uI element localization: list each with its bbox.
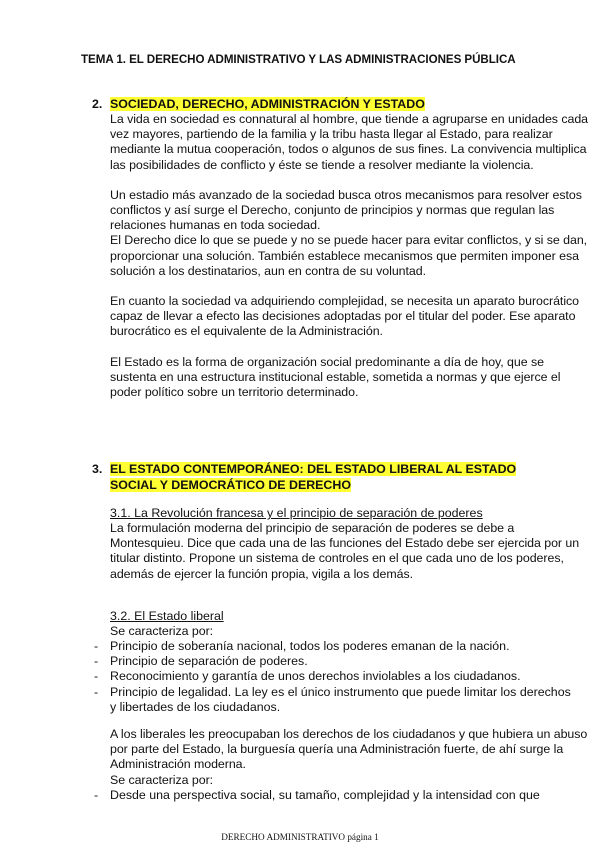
section-2-paragraph-4: En cuanto la sociedad va adquiriendo complejidad, se necesita un aparato burocrático capaz de llevar a efecto las decisiones adoptadas por el titular del poder. Ese aparato burocrático es el equivalente de la Administración.: [110, 294, 580, 339]
page-title: TEMA 1. EL DERECHO ADMINISTRATIVO Y LAS ADMINISTRACIONES PÚBLICA: [81, 53, 516, 66]
list-item: - Reconocimiento y garantía de unos derechos inviolables a los ciudadanos.: [94, 669, 521, 684]
subsection-3-2-paragraph: A los liberales les preocupaban los derechos de los ciudadanos y que hubiera un abuso por parte del Estado, la burguesía quería una Administración fuerte, de ahí surge la Administración moderna.: [110, 727, 588, 772]
subsection-3-2-intro-2: Se caracteriza por:: [110, 773, 214, 787]
bullet-marker: -: [94, 669, 99, 684]
list-item: - Principio de separación de poderes.: [94, 654, 308, 669]
section-2-paragraph-5: El Estado es la forma de organización social predominante a día de hoy, que se sustenta en una estructura institucional estable, sometida a normas y que ejerce el poder político sobre un territorio determinado.: [110, 354, 561, 400]
list-item: - Principio de legalidad. La ley es el único instrumento que puede limitar los derechos y libertades de los ciudadanos.: [94, 684, 571, 714]
bullet-marker: -: [94, 684, 99, 699]
liberal-state-list: [0, 639, 600, 715]
list-item: - Desde una perspectiva social, su tamaño, complejidad y la intensidad con que: [94, 788, 540, 802]
section-2-number: 2.: [92, 97, 103, 111]
section-2-body: [110, 112, 590, 400]
page-footer: DERECHO ADMINISTRATIVO página 1: [221, 832, 379, 842]
subsection-3-2-title: 3.2. El Estado liberal: [110, 609, 224, 623]
bullet-marker: -: [94, 654, 99, 669]
liberal-state-list-2: [0, 788, 600, 803]
subsection-3-1-text: La formulación moderna del principio de separación de poderes se debe a Montesquieu. Dice que cada una de las funciones del Estado debe ser ejercida por un titular distinto. Propone un sistema de controles en el que cada uno de los poderes, además de ejercer la función propia, vigila a los demás.: [110, 521, 580, 581]
bullet-marker: -: [94, 788, 99, 802]
subsection-3-1-title: 3.1. La Revolución francesa y el principio de separación de poderes: [110, 506, 483, 520]
bullet-marker: -: [94, 639, 99, 653]
section-2-heading: [110, 96, 425, 112]
section-3-heading-line-1: EL ESTADO CONTEMPORÁNEO: DEL ESTADO LIBERAL AL ESTADO: [110, 462, 517, 476]
section-3-heading-line-2: SOCIAL Y DEMOCRÁTICO DE DERECHO: [110, 478, 351, 492]
section-2-paragraph-3: El Derecho dice lo que se puede y no se puede hacer para evitar conflictos, y si se dan, proporcionar una solución. También establece mecanismos que permiten imponer esa solución a los destinatarios, aun en contra de su voluntad.: [110, 233, 588, 278]
section-2-paragraph-1: La vida en sociedad es connatural al hombre, que tiende a agruparse en unidades cada vez mayores, partiendo de la familia y la tribu hasta llegar al Estado, para realizar mediante la mutua cooperación, todos o algunos de sus fines. La convivencia multiplica las posibilidades de conflicto y éste se tiende a resolver mediante la violencia.: [110, 112, 589, 172]
section-3-heading: [110, 461, 516, 493]
section-2-paragraph-2: Un estadio más avanzado de la sociedad busca otros mecanismos para resolver estos conflictos y así surge el Derecho, conjunto de principios y normas que regulan las relaciones humanas en toda sociedad.: [110, 187, 582, 233]
section-2-heading-text: SOCIEDAD, DERECHO, ADMINISTRACIÓN Y ESTADO: [110, 97, 425, 111]
list-item: - Principio de soberanía nacional, todos los poderes emanan de la nación.: [94, 639, 510, 653]
section-3-number: 3.: [92, 462, 103, 476]
subsection-3-2-intro: Se caracteriza por:: [110, 624, 214, 638]
